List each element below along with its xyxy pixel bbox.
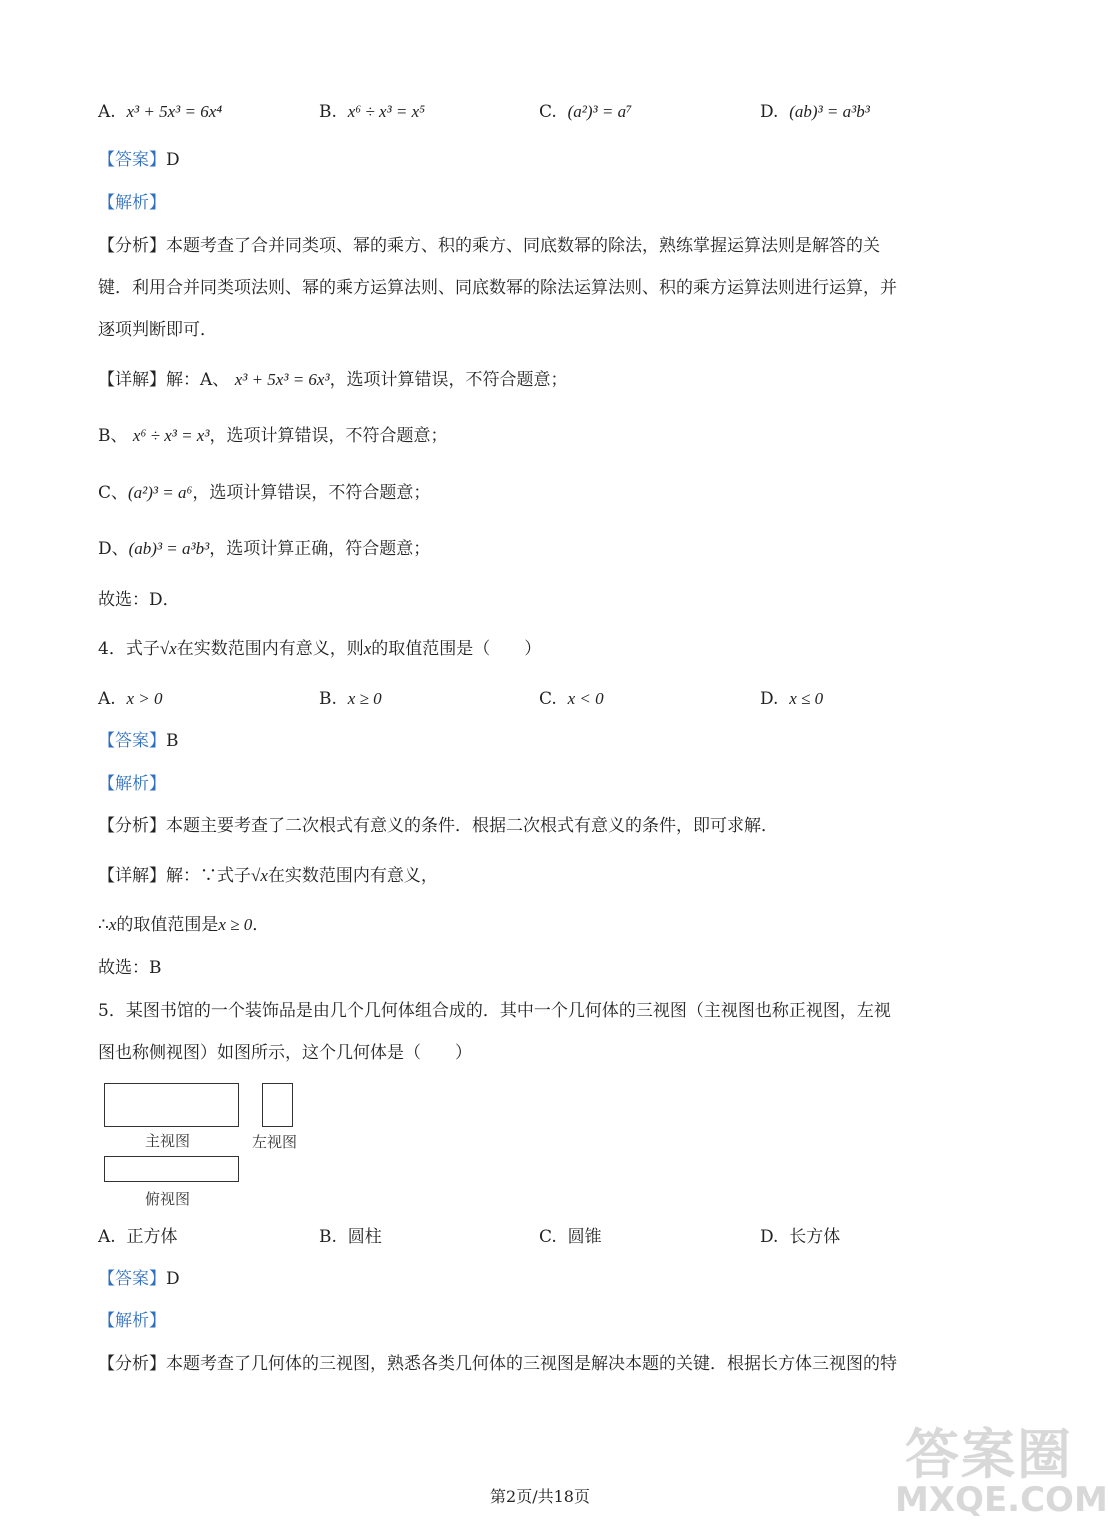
q3-detail-b: B、 x⁶ ÷ x³ = x³，选项计算错误，不符合题意；: [98, 426, 448, 446]
q3-detail-a: 【详解】解：A、 x³ + 5x³ = 6x³，选项计算错误，不符合题意；: [98, 370, 568, 390]
q5-option-d: D. 长方体: [760, 1227, 841, 1247]
q4-option-a: A. x > 0: [98, 689, 163, 709]
q4-option-d: D. x ≤ 0: [760, 689, 824, 709]
q4-answer: 【答案】B: [98, 731, 179, 751]
q3-fenxi-line-1: 【分析】本题考查了合并同类项、幂的乘方、积的乘方、同底数幂的除法，熟练掌握运算法则是解答的关: [98, 236, 880, 256]
q5-option-a: A. 正方体: [98, 1227, 178, 1247]
q4-option-b: B. x ≥ 0: [319, 689, 382, 709]
q3-fenxi-line-2: 键．利用合并同类项法则、幂的乘方运算法则、同底数幂的除法运算法则、积的乘方运算法则进行运算，并: [98, 278, 897, 298]
front-view-caption: 主视图: [145, 1132, 191, 1150]
q5-option-c: C. 圆锥: [539, 1227, 602, 1247]
q4-option-c: C. x < 0: [539, 689, 604, 709]
q4-conclusion: 故选：B: [98, 958, 162, 978]
q4-detail: 【详解】解：∵式子√x在实数范围内有意义，: [98, 866, 438, 886]
q4-therefore: ∴x的取值范围是x ≥ 0．: [98, 915, 270, 935]
q5-option-b: B. 圆柱: [319, 1227, 382, 1247]
q3-jiexi: 【解析】: [98, 193, 166, 213]
q3-option-c: C. (a²)³ = a⁷: [539, 102, 633, 122]
q3-option-b: B. x⁶ ÷ x³ = x⁵: [319, 102, 426, 122]
q4-jiexi: 【解析】: [98, 774, 166, 794]
left-view-caption: 左视图: [252, 1133, 298, 1151]
page-footer: 第2页/共18页: [490, 1487, 590, 1506]
q5-jiexi: 【解析】: [98, 1311, 166, 1331]
q4-stem: 4．式子√x在实数范围内有意义，则x的取值范围是（ ）: [98, 639, 542, 659]
watermark-logo: 答案圈: [905, 1423, 1073, 1486]
q3-answer: 【答案】D: [98, 150, 180, 170]
left-view-rectangle: [262, 1083, 293, 1127]
q3-fenxi-line-3: 逐项判断即可．: [98, 320, 217, 340]
top-view-rectangle: [104, 1156, 239, 1182]
watermark-url: MXQE.COM: [895, 1480, 1108, 1520]
top-view-caption: 俯视图: [145, 1190, 191, 1208]
front-view-rectangle: [104, 1083, 239, 1127]
q3-conclusion: 故选：D．: [98, 590, 180, 610]
q5-answer: 【答案】D: [98, 1269, 180, 1289]
q5-fenxi: 【分析】本题考查了几何体的三视图，熟悉各类几何体的三视图是解决本题的关键．根据长方体三视图的特: [98, 1354, 897, 1374]
q3-detail-d: D、(ab)³ = a³b³，选项计算正确，符合题意；: [98, 539, 431, 559]
q3-option-a: A. x³ + 5x³ = 6x⁴: [98, 102, 223, 122]
q5-stem-line-1: 5．某图书馆的一个装饰品是由几个几何体组合成的．其中一个几何体的三视图（主视图也称正视图，左视: [98, 1001, 891, 1021]
q5-stem-line-2: 图也称侧视图）如图所示，这个几何体是（ ）: [98, 1043, 472, 1063]
q3-option-d: D. (ab)³ = a³b³: [760, 102, 870, 122]
q4-fenxi: 【分析】本题主要考查了二次根式有意义的条件．根据二次根式有意义的条件，即可求解．: [98, 816, 778, 836]
q3-detail-c: C、(a²)³ = a⁶，选项计算错误，不符合题意；: [98, 483, 431, 503]
